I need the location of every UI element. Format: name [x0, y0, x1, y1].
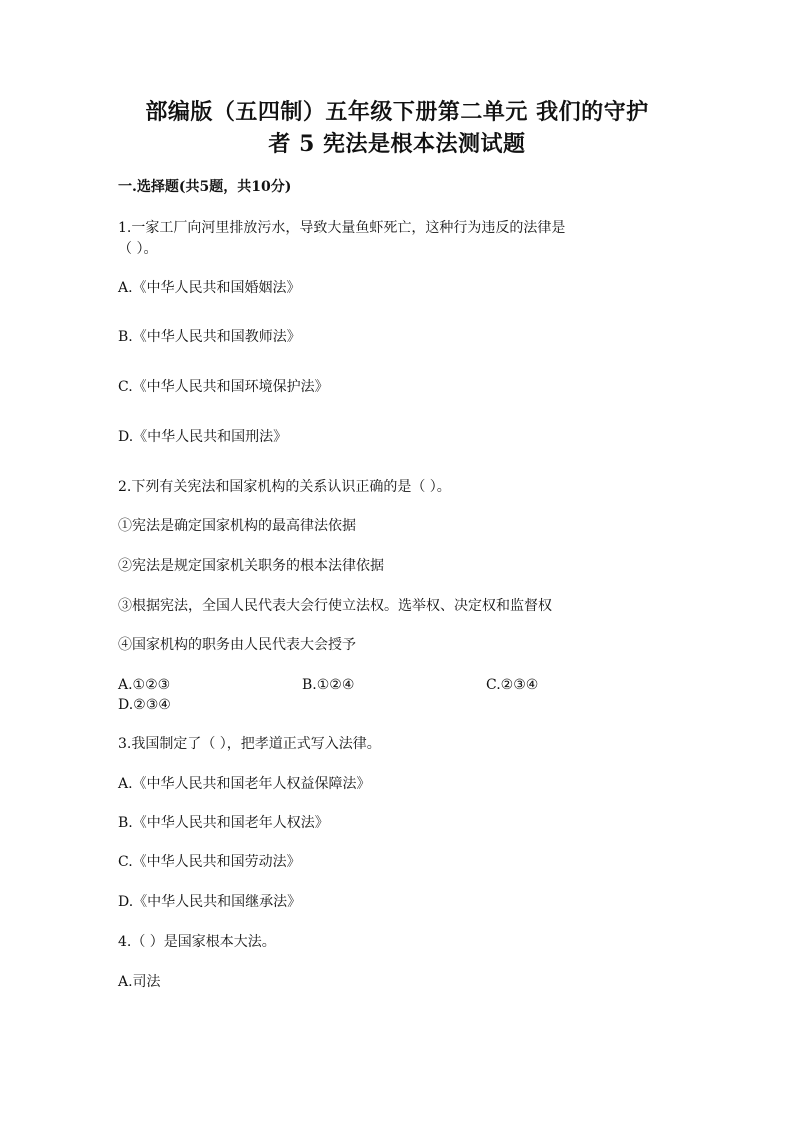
page-title-line-2: 者 5 宪法是根本法测试题 [268, 131, 526, 157]
question-2-statement-3: ③根据宪法，全国人民代表大会行使立法权。选举权、决定权和监督权 [118, 598, 552, 614]
question-2-statement-4: ④国家机构的职务由人民代表大会授予 [118, 637, 356, 653]
question-3-stem: 3.我国制定了（ ），把孝道正式写入法律。 [118, 736, 381, 752]
question-3-option-c: C.《中华人民共和国劳动法》 [118, 854, 301, 870]
question-2-option-b: B.①②④ [302, 677, 355, 693]
question-4-option-a: A.司法 [118, 974, 161, 990]
question-2-option-d: D.②③④ [118, 697, 171, 713]
question-1-stem-blank: （ ）。 [118, 241, 158, 257]
question-1-stem: 1.一家工厂向河里排放污水，导致大量鱼虾死亡，这种行为违反的法律是 [118, 220, 566, 236]
question-2-statement-2: ②宪法是规定国家机关职务的根本法律依据 [118, 558, 384, 574]
question-1-option-d: D.《中华人民共和国刑法》 [118, 429, 288, 445]
question-2-option-a: A.①②③ [118, 677, 171, 693]
question-3-option-b: B.《中华人民共和国老年人权法》 [118, 815, 329, 831]
question-3-option-a: A.《中华人民共和国老年人权益保障法》 [118, 776, 371, 792]
question-2-options-row [118, 676, 698, 694]
question-4-stem: 4.（ ）是国家根本大法。 [118, 934, 276, 950]
page-title-line-1: 部编版（五四制）五年级下册第二单元 我们的守护 [145, 99, 649, 125]
question-3-option-d: D.《中华人民共和国继承法》 [118, 894, 302, 910]
question-1-option-a: A.《中华人民共和国婚姻法》 [118, 280, 301, 296]
question-2-stem: 2.下列有关宪法和国家机构的关系认识正确的是（ ）。 [118, 479, 451, 495]
question-1-option-c: C.《中华人民共和国环境保护法》 [118, 379, 329, 395]
question-1-option-b: B.《中华人民共和国教师法》 [118, 329, 301, 345]
question-2-statement-1: ①宪法是确定国家机构的最高律法依据 [118, 518, 356, 534]
section-heading: 一.选择题(共5题，共10分) [118, 179, 292, 195]
question-2-option-c: C.②③④ [486, 677, 539, 693]
